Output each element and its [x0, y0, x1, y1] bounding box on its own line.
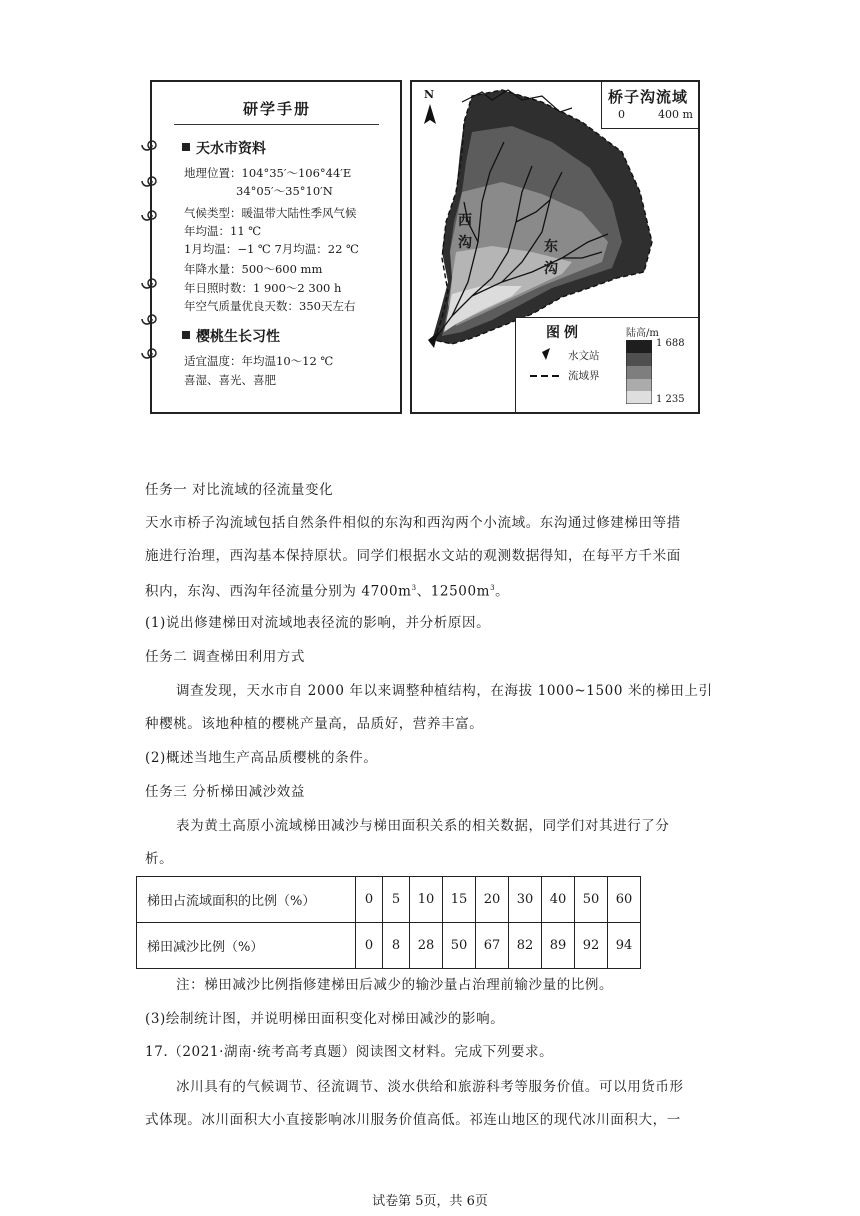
- elevation-label: 陆高/m: [626, 328, 659, 339]
- table-cell: 5: [383, 877, 410, 923]
- binder-ring-icon: [140, 346, 160, 360]
- notebook-line: 1月均温：−1 ℃ 7月均温：22 ℃: [184, 242, 359, 256]
- table-cell: 89: [542, 923, 575, 969]
- map-legend: [515, 317, 698, 412]
- task1-paragraph-line: 施进行治理，西沟基本保持原状。同学们根据水文站的观测数据得知，在每平方千米面: [145, 548, 681, 564]
- question-1: (1)说出修建梯田对流域地表径流的影响，并分析原因。: [145, 615, 491, 631]
- section-tianshui-label: 天水市资料: [196, 141, 266, 157]
- east-gully-label-1: 东: [544, 239, 558, 255]
- elevation-colorbar: [626, 340, 652, 404]
- north-label: N: [424, 88, 435, 101]
- binder-ring-icon: [140, 312, 160, 326]
- question-3: (3)绘制统计图，并说明梯田面积变化对梯田减沙的影响。: [145, 1011, 505, 1027]
- west-gully-label-2: 沟: [458, 235, 472, 251]
- notebook-line: 34°05′～35°10′N: [236, 184, 333, 198]
- notebook-line: 适宜温度：年均温10～12 ℃: [184, 354, 334, 368]
- table-cell: 15: [443, 877, 476, 923]
- binder-ring-icon: [140, 276, 160, 290]
- table-note: 注：梯田减沙比例指修建梯田后减少的输沙量占治理前输沙量的比例。: [176, 977, 614, 993]
- table-cell: 40: [542, 877, 575, 923]
- bullet-square-icon: [182, 143, 190, 151]
- elevation-max-label: 1 688: [656, 338, 685, 349]
- table-cell: 28: [410, 923, 443, 969]
- table-cell: 20: [476, 877, 509, 923]
- notebook-line: 年降水量：500～600 mm: [184, 262, 323, 276]
- title-underline: [174, 124, 379, 125]
- notebook-line: 年空气质量优良天数：350天左右: [184, 299, 356, 313]
- binder-ring-icon: [140, 138, 160, 152]
- table-cell: 50: [575, 877, 608, 923]
- legend-title: 图例: [546, 325, 582, 341]
- map-title: 桥子沟流域: [608, 88, 689, 106]
- task3-paragraph-line: 表为黄土高原小流域梯田减沙与梯田面积关系的相关数据，同学们对其进行了分: [176, 818, 670, 834]
- table-cell: 0: [356, 923, 383, 969]
- table-cell: 8: [383, 923, 410, 969]
- superscript-3: 3: [490, 584, 496, 592]
- table-row: [137, 877, 641, 923]
- runoff-text-a: 积内，东沟、西沟年径流量分别为 4700m: [145, 583, 412, 600]
- legend-station-icon: [542, 348, 550, 360]
- scale-value-label: 400 m: [658, 108, 693, 121]
- task1-paragraph-line: 天水市桥子沟流域包括自然条件相似的东沟和西沟两个小流域。东沟通过修建梯田等措: [145, 515, 681, 531]
- east-gully-label-2: 沟: [544, 261, 558, 277]
- q17-paragraph-line: 式体现。冰川面积大小直接影响冰川服务价值高低。祁连山地区的现代冰川面积大，一: [145, 1112, 681, 1128]
- bullet-square-icon: [182, 331, 190, 339]
- task1-title: 任务一 对比流域的径流量变化: [145, 482, 334, 498]
- table-row-header: 梯田减沙比例（%）: [137, 923, 356, 969]
- notebook-line: 喜湿、喜光、喜肥: [184, 373, 276, 387]
- superscript-3: 3: [411, 584, 417, 592]
- terrace-data-table: [136, 876, 641, 969]
- task3-title: 任务三 分析梯田减沙效益: [145, 784, 305, 800]
- task2-paragraph-line: 种樱桃。该地种植的樱桃产量高，品质好，营养丰富。: [145, 716, 484, 732]
- figure: [150, 80, 700, 416]
- elevation-min-label: 1 235: [656, 394, 685, 405]
- runoff-text-c: 。: [495, 583, 510, 600]
- notebook-line: 年均温：11 ℃: [184, 224, 262, 238]
- table-cell: 94: [608, 923, 641, 969]
- binder-ring-icon: [140, 208, 160, 222]
- table-cell: 60: [608, 877, 641, 923]
- table-row-header: 梯田占流域面积的比例（%）: [137, 877, 356, 923]
- notebook-line: 年日照时数：1 900～2 300 h: [184, 281, 342, 295]
- table-cell: 82: [509, 923, 542, 969]
- table-row: [137, 923, 641, 969]
- section-cherry-label: 樱桃生长习性: [196, 329, 280, 345]
- table-cell: 67: [476, 923, 509, 969]
- north-arrow-icon: [424, 104, 436, 124]
- section-cherry-heading: [182, 326, 280, 346]
- research-notebook-panel: [150, 80, 402, 414]
- table-cell: 10: [410, 877, 443, 923]
- section-tianshui-heading: [182, 138, 266, 158]
- task2-paragraph-line: 调查发现，天水市自 2000 年以来调整种植结构，在海拔 1000~1500 米的梯田上引: [176, 683, 713, 699]
- map-title-box: [601, 82, 698, 129]
- notebook-line: 气候类型：暖温带大陆性季风气候: [184, 206, 357, 220]
- legend-station-label: 水文站: [568, 350, 600, 362]
- binder-ring-icon: [140, 174, 160, 188]
- notebook-title: 研学手册: [242, 100, 311, 118]
- watershed-map-panel: [410, 80, 700, 414]
- task3-paragraph-line: 析。: [145, 851, 174, 867]
- q17-paragraph-line: 冰川具有的气候调节、径流调节、淡水供给和旅游科考等服务价值。可以用货币形: [176, 1079, 684, 1095]
- table-cell: 0: [356, 877, 383, 923]
- page-footer: 试卷第 5页，共 6页: [372, 1194, 488, 1209]
- table-cell: 50: [443, 923, 476, 969]
- legend-boundary-label: 流域界: [568, 370, 600, 382]
- table-cell: 30: [509, 877, 542, 923]
- table-cell: 92: [575, 923, 608, 969]
- question-17-heading: 17.（2021·湖南·统考高考真题）阅读图文材料。完成下列要求。: [145, 1044, 554, 1060]
- question-2: (2)概述当地生产高品质樱桃的条件。: [145, 750, 378, 766]
- scale-zero-label: 0: [618, 108, 625, 121]
- legend-symbols: [528, 348, 564, 388]
- runoff-text-b: 、12500m: [416, 583, 491, 600]
- task1-paragraph-line: [145, 579, 509, 601]
- notebook-line: 地理位置：104°35′～106°44′E: [184, 166, 352, 180]
- task2-title: 任务二 调查梯田利用方式: [145, 649, 305, 665]
- west-gully-label-1: 西: [458, 213, 472, 229]
